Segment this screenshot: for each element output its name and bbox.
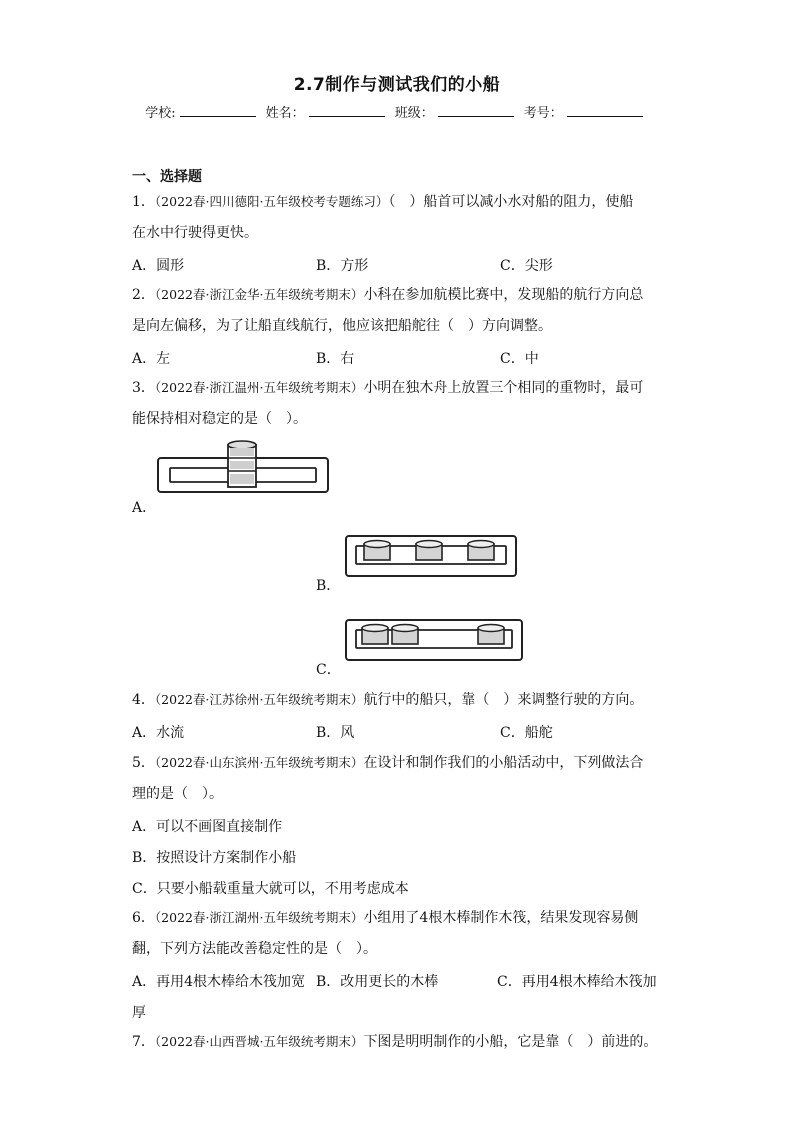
q6-text-line1: 小组用了4根木棒制作木筏，结果发现容易侧 [363, 910, 639, 926]
q4-source: （2022春·江苏徐州·五年级统考期末） [154, 692, 364, 707]
q3-text-line1: 小明在独木舟上放置三个相同的重物时，最可 [363, 380, 644, 396]
q5-text-line1: 在设计和制作我们的小船活动中，下列做法合 [363, 755, 644, 771]
q3-option-c: C． [316, 662, 341, 678]
q2-source: （2022春·浙江金华·五年级统考期末） [154, 287, 364, 302]
q5-option-a: A．可以不画图直接制作 [132, 819, 283, 835]
section-title: 一、选择题 [132, 169, 202, 185]
student-info-row [0, 102, 794, 121]
q1-text-line2: 在水中行驶得更快。 [132, 225, 258, 241]
q3-option-a-image [156, 440, 330, 496]
q5-source: （2022春·山东滨州·五年级统考期末） [154, 755, 364, 770]
q4-text-line1: 航行中的船只，靠（ ）来调整行驶的方向。 [363, 692, 644, 708]
question-4 [132, 691, 662, 709]
q2-text-line1: 小科在参加航模比赛中，发现船的航行方向总 [363, 287, 644, 303]
q6-option-c: C．再用4根木棒给木筏加 [497, 974, 657, 990]
q1-option-a: A．圆形 [132, 258, 185, 274]
class-label: 班级： [394, 106, 434, 121]
q1-text-line1: （ ）船首可以减小水对船的阻力，使船 [388, 194, 634, 210]
class-blank [438, 102, 514, 117]
q3-option-c-image [344, 618, 524, 662]
q2-text-line2: 是向左偏移，为了让船直线航行，他应该把船舵往（ ）方向调整。 [132, 318, 552, 334]
name-label: 姓名： [265, 106, 305, 121]
q3-option-a: A． [132, 500, 157, 516]
q1-num: 1． [132, 194, 155, 210]
q2-num: 2． [132, 287, 155, 303]
q6-num: 6． [132, 910, 155, 926]
q5-text-line2: 理的是（ ）。 [132, 786, 223, 802]
q1-source: （2022春·四川德阳·五年级校考专题练习） [154, 194, 389, 209]
page-title: 2.7制作与测试我们的小船 [293, 75, 501, 95]
q3-option-b-image [344, 534, 518, 578]
q3-text-line2: 能保持相对稳定的是（ ）。 [132, 411, 307, 427]
question-1 [132, 193, 662, 211]
q2-option-a: A．左 [132, 351, 171, 367]
q5-option-c: C．只要小船载重量大就可以，不用考虑成本 [132, 881, 409, 897]
q1-option-c: C．尖形 [500, 258, 553, 274]
q4-option-b: B．风 [316, 725, 355, 741]
q6-option-c-continued: 厚 [132, 1005, 146, 1021]
q6-source: （2022春·浙江湖州·五年级统考期末） [154, 910, 364, 925]
q7-source: （2022春·山西晋城·五年级统考期末） [154, 1034, 364, 1049]
question-6 [132, 909, 662, 927]
q2-option-b: B．右 [316, 351, 355, 367]
q6-option-a: A．再用4根木棒给木筏加宽 [132, 974, 306, 990]
school-label: 学校: [145, 106, 176, 121]
exam-no-label: 考号： [523, 106, 563, 121]
q6-text-line2: 翻，下列方法能改善稳定性的是（ ）。 [132, 941, 377, 957]
exam-no-blank [567, 102, 643, 117]
q7-text-line1: 下图是明明制作的小船，它是靠（ ）前进的。 [363, 1034, 658, 1050]
school-blank [180, 102, 256, 117]
q7-num: 7． [132, 1034, 155, 1050]
q6-option-b: B．改用更长的木棒 [316, 974, 439, 990]
q1-option-b: B．方形 [316, 258, 369, 274]
q5-option-b: B．按照设计方案制作小船 [132, 850, 297, 866]
q3-option-b: B． [316, 578, 341, 594]
question-7 [132, 1033, 662, 1051]
q3-num: 3． [132, 380, 155, 396]
q3-source: （2022春·浙江温州·五年级统考期末） [154, 380, 364, 395]
q4-option-c: C．船舵 [500, 725, 553, 741]
name-blank [309, 102, 385, 117]
q4-num: 4． [132, 692, 155, 708]
question-2 [132, 286, 662, 304]
question-5 [132, 754, 662, 772]
q2-option-c: C．中 [500, 351, 539, 367]
q4-option-a: A．水流 [132, 725, 185, 741]
question-3 [132, 379, 662, 397]
q5-num: 5． [132, 755, 155, 771]
